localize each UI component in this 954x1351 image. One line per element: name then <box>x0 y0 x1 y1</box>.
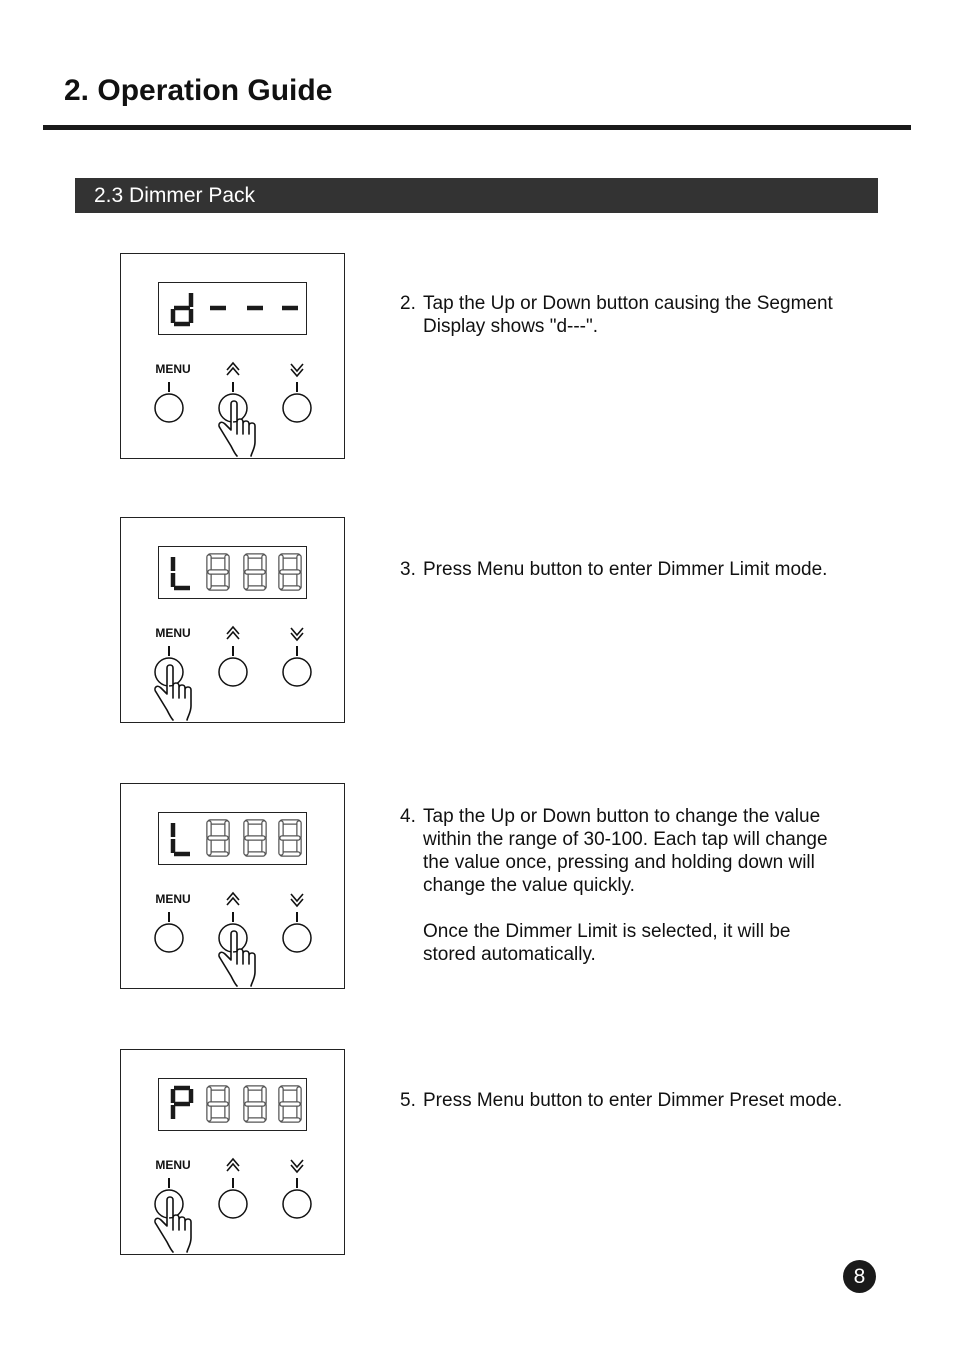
control-panel-diagram <box>120 253 345 459</box>
step-number: 5. <box>400 1090 416 1111</box>
menu-button <box>155 924 183 952</box>
up-arrow-icon <box>227 627 239 639</box>
down-arrow-icon <box>291 1160 303 1172</box>
up-arrow-icon <box>227 363 239 375</box>
menu-label: MENU <box>155 362 191 376</box>
panel-drawing <box>121 784 346 990</box>
panel-drawing <box>121 254 346 460</box>
step-instruction <box>400 292 880 338</box>
step-text: Tap the Up or Down button to change the value within the range of 30-100. Each tap will change the value once, pressing and holding down will change the value quickly. Once the Dimmer Limit is selected, it will be stored automatically. <box>423 806 828 965</box>
up-arrow-icon <box>227 893 239 905</box>
panel-drawing <box>121 1050 346 1256</box>
down-button <box>283 924 311 952</box>
page-number-badge: 8 <box>843 1260 876 1293</box>
up-arrow-icon <box>227 1159 239 1171</box>
down-arrow-icon <box>291 894 303 906</box>
step-instruction <box>400 558 880 581</box>
menu-label: MENU <box>155 626 191 640</box>
step-text: Tap the Up or Down button causing the Segment Display shows "d---". <box>423 293 833 337</box>
control-panel-diagram <box>120 517 345 723</box>
down-arrow-icon <box>291 364 303 376</box>
down-button <box>283 394 311 422</box>
down-arrow-icon <box>291 628 303 640</box>
menu-button <box>155 394 183 422</box>
title-rule <box>43 125 911 130</box>
step-instruction <box>400 1089 880 1112</box>
menu-label: MENU <box>155 1158 191 1172</box>
page-title: 2. Operation Guide <box>64 74 333 107</box>
menu-label: MENU <box>155 892 191 906</box>
step-number: 3. <box>400 559 416 580</box>
up-button <box>219 1190 247 1218</box>
step-instruction <box>400 805 880 966</box>
up-button <box>219 658 247 686</box>
control-panel-diagram <box>120 783 345 989</box>
step-number: 2. <box>400 293 416 314</box>
control-panel-diagram <box>120 1049 345 1255</box>
section-heading: 2.3 Dimmer Pack <box>75 178 878 213</box>
step-text: Press Menu button to enter Dimmer Limit mode. <box>423 559 828 580</box>
step-text: Press Menu button to enter Dimmer Preset mode. <box>423 1090 843 1111</box>
down-button <box>283 658 311 686</box>
down-button <box>283 1190 311 1218</box>
step-number: 4. <box>400 806 416 827</box>
panel-drawing <box>121 518 346 724</box>
